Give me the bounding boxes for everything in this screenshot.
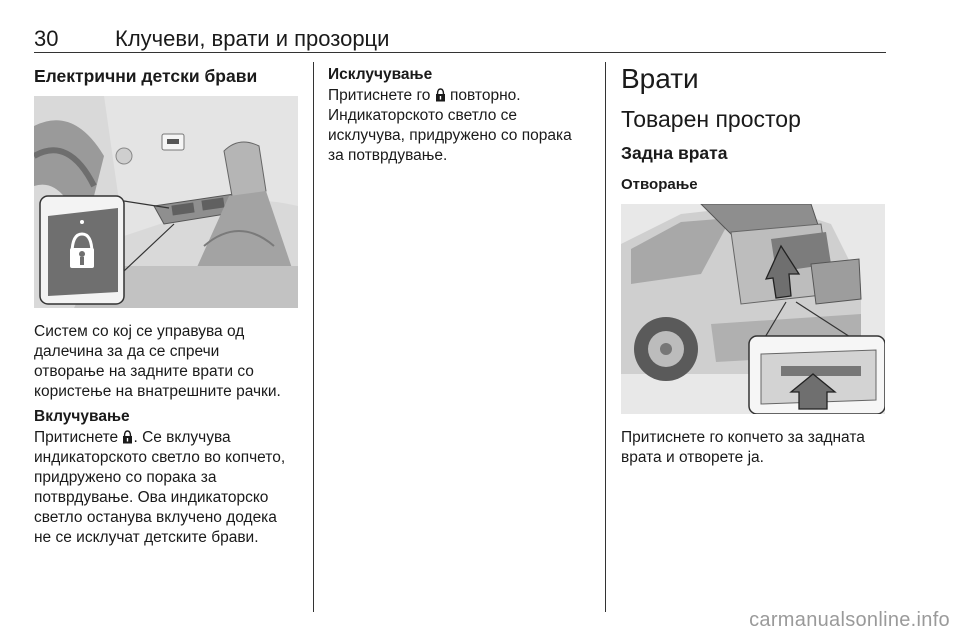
column-divider-1 (313, 62, 314, 612)
watermark: carmanualsonline.info (749, 609, 950, 631)
subheading-switch-on: Вклучување (34, 408, 130, 425)
child-lock-illustration (34, 96, 298, 308)
child-lock-icon (435, 88, 446, 102)
section-heading-tailgate: Задна врата (621, 143, 728, 163)
section-heading-doors: Врати (621, 63, 699, 94)
subheading-switch-off: Исклучување (328, 66, 433, 83)
section-heading-load-compartment: Товарен простор (621, 106, 801, 132)
switch-off-paragraph: Притиснете го повторно. Индикаторското светло се исклучува, придружено со порака за потврдување. (328, 87, 572, 164)
column-divider-2 (605, 62, 606, 612)
subheading-opening: Отворање (621, 176, 698, 193)
page-header-title: Клучеви, врати и прозорци (115, 26, 390, 51)
tailgate-caption: Притиснете го копчето за задната врата и отворете ја. (621, 429, 865, 466)
tailgate-illustration (621, 204, 885, 414)
section-heading-child-locks: Електрични детски брави (34, 66, 258, 86)
header-rule (34, 52, 886, 53)
switch-on-paragraph: Притиснете . Се вклучува индикаторското светло во копчето, придружено со порака за потврдување. Ова индикаторско светло останува вклучено додека не се исклучат детските брави. (34, 429, 286, 546)
page-number: 30 (34, 26, 59, 51)
intro-paragraph: Систем со кој се управува од далечина за да се спречи отворање на задните врати со користење на внатрешните рачки. (34, 323, 281, 400)
child-lock-icon (122, 430, 133, 444)
